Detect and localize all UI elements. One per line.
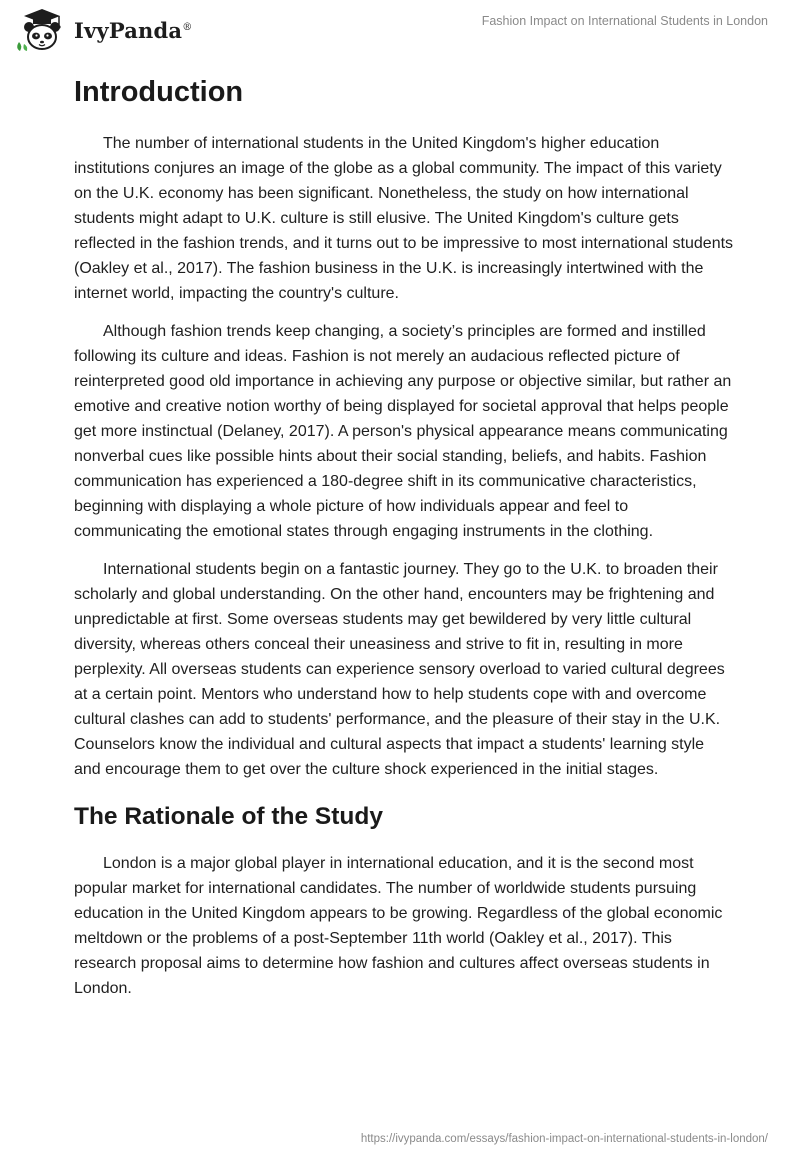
essay-body xyxy=(74,70,734,1014)
paragraph: London is a major global player in international education, and it is the second most popular market for international candidates. The number of worldwide students pursuing education in the United Kingdom appears to be growing. Regardless of the global economic meltdown or the problems of a post-September 11th world (Oakley et al., 2017). This research proposal aims to determine how fashion and cultures affect overseas students in London. xyxy=(74,855,723,997)
section-heading: The Rationale of the Study xyxy=(74,803,383,830)
section-heading: Introduction xyxy=(74,76,244,108)
source-url[interactable]: https://ivypanda.com/essays/fashion-impact-on-international-students-in-london/ xyxy=(360,1133,768,1145)
paragraph: The number of international students in the United Kingdom's higher education institutions conjures an image of the globe as a global community. The impact of this variety on the U.K. economy has been significant. Nonetheless, the study on how international students might adapt to U.K. culture is still elusive. The United Kingdom's culture gets reflected in the fashion trends, and it turns out to be impressive to most international students (Oakley et al., 2017). The fashion business in the U.K. is increasingly intertwined with the internet world, impacting the country's culture. xyxy=(74,135,734,302)
page-header xyxy=(0,0,800,60)
brand-logo[interactable] xyxy=(14,8,192,52)
document-title: Fashion Impact on International Students in London xyxy=(481,14,768,28)
section-rationale xyxy=(74,797,734,1001)
paragraph: Although fashion trends keep changing, a society’s principles are formed and instilled following its culture and ideas. Fashion is not merely an audacious reflected picture of reinterpreted good old importance in achieving any purpose or objective similar, but rather an emotive and creative notion worthy of being displayed for societal approval that helps people get more instinctual (Delaney, 2017). A person's physical appearance means communicating nonverbal cues like possible hints about their social standing, beliefs, and habits. Fashion communication has experienced a 180-degree shift in its communicative characteristics, beginning with displaying a whole picture of how individuals appear and feel to communicating the emotional states through engaging instruments in the clothing. xyxy=(74,323,732,540)
panda-graduate-icon xyxy=(14,8,70,52)
brand-name: IvyPanda® xyxy=(74,17,193,43)
paragraph: International students begin on a fantastic journey. They go to the U.K. to broaden their scholarly and global understanding. On the other hand, encounters may be frightening and unpredictable at first. Some overseas students may get bewildered by very little cultural diversity, whereas others conceal their uneasiness and strive to fit in, resulting in more perplexity. All overseas students can experience sensory overload to varied cultural degrees at a certain point. Mentors who understand how to help students cope with and overcome cultural clashes can add to students' performance, and the pleasure of their stay in the U.K. Counselors know the individual and cultural aspects that impact a students' learning style and encourage them to get over the culture shock experienced in the initial stages. xyxy=(74,561,725,778)
section-introduction xyxy=(74,70,734,782)
registered-mark: ® xyxy=(182,21,193,33)
